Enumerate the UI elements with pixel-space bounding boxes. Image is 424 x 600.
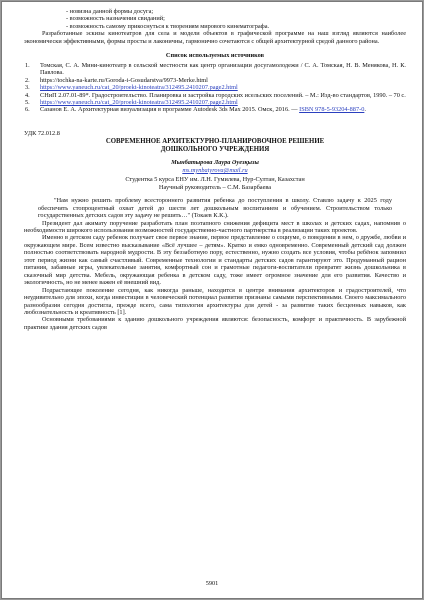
reference-item xyxy=(24,84,406,91)
reference-number: 4. xyxy=(25,91,30,99)
content-column xyxy=(24,8,406,331)
reference-item xyxy=(24,77,406,84)
body-paragraph: Подрастающее поколение сегодня, как никогда раньше, находится в центре внимания архитекторов и градостроителей, что неудивительно для эпохи, когда инвестиции в человеческий потенциал развития признаны самыми перспективными. Своего максимального разнообразия сегодня достигла, прежде всего, сама типология архитектуры для детей - за развитие таких бесценных навыков, как любознательность и креативность [1]. xyxy=(24,286,406,316)
references-list xyxy=(24,62,406,114)
udk-code: УДК 72.012.8 xyxy=(24,129,60,137)
article-title xyxy=(24,138,406,154)
author-name: Мынбатырова Лаура Әуезқызы xyxy=(171,159,259,167)
reference-number: 6. xyxy=(25,106,30,114)
reference-item xyxy=(24,106,406,113)
reference-number: 1. xyxy=(25,61,30,69)
author-email[interactable]: ms.mynbatyrova@mail.ru xyxy=(182,166,248,174)
references-heading: Список используемых источников xyxy=(165,52,265,60)
epigraph-quote: "Нам нужно решить проблему всестороннего развития ребенка до поступления в школу. Ставлю задачу к 2025 году обеспечить стопроцентный охват детей до шести лет дошкольным воспитанием и обучением. Строительством только государственных детских садов эту задачу не решить…" (Токаев К.К.). xyxy=(38,197,392,220)
intro-bullet: - возможность назначения свиданий; xyxy=(66,15,165,23)
reference-text: https://tochka-na-karte.ru/Goroda-i-Gosudarstva/9973-Merke.html xyxy=(40,76,208,84)
intro-paragraph: Разработанные эскизы кинотеатров для села и модели объектов в графической программе на наш взгляд являются наиболее экономически эффективными, формы просты и лаконичны, гармонично сочетаются с общей архитектурной средой данного района. xyxy=(24,30,406,45)
reference-number: 5. xyxy=(25,98,30,106)
reference-text: СНиП 2.07.01-89*. Градостроительство. Планировка и застройка городских исельских поселений. – М.: Изд-во стандартов, 1990. – 70 с. xyxy=(40,91,406,99)
supervisor: Научный руководитель – С.М. Базарбаева xyxy=(158,183,272,191)
reference-item xyxy=(24,62,406,77)
isbn-link[interactable]: ISBN 978-5-93204-887-0 xyxy=(299,106,365,114)
reference-link[interactable]: https://www.yaneuch.ru/cat_20/proekt-kinoteatra/312495.2410207.page2.html xyxy=(40,98,238,106)
intro-bullet: - новизна данной формы досуга; xyxy=(66,8,154,15)
body-paragraph: Именно в детском саду ребенок получает свое первое знание, первое представление о социуме, о поведении в нем, о дружбе, любви и окружающем мире. Всем известно высказывание «Всё лучшее – детям». Кратко и емко одновременно. Современный детский сад должен полностью соответствовать народной мудрости. В эту беззаботную пору, естественно, нужно создать все условия, чтобы ребёнок запомнил этот период жизни как самый счастливый. Современные технологии и стандарты детских садов гарантируют это. Продуманный рацион питания, забавные игры, увлекательные занятия, комфортный сон и грамотные педагоги-воспитатели превратят жизнь дошкольника в сказочный мир детства. Мебель, окружающая ребенка в детском саду, тоже имеет огромное значение для его развития. Качество и экологичность, но не менее важен её внешний вид. xyxy=(24,234,406,287)
body-paragraph: Основными требованиями к зданию дошкольного учреждения являются: безопасность, комфорт и практичность. В зарубежной практике здания детских садов xyxy=(24,316,406,331)
body-paragraph: Президент дал акимату поручение разработать план поэтапного снижения дефицита мест в школах и детских садах, напомнив о необходимости широкого использования возможностей государственно-частного партнерства в реализации таких проектов. xyxy=(24,219,406,234)
reference-text: Сазанов Е. А. Архитектурная визуализация в программе Autodesk 3ds Max 2015. Омск, 2016. — xyxy=(40,106,300,114)
article-title-line: СОВРЕМЕННОЕ АРХИТЕКТУРНО-ПЛАНИРОВОЧНОЕ РЕШЕНИЕ xyxy=(105,138,325,146)
reference-text: Томская, С. А. Мини-кинотеатр в сельской местности как центр организации досугамолодежи / С. А. Томская, Н. В. Менякова, Н. К. Павлова. xyxy=(40,61,406,77)
reference-item xyxy=(24,99,406,106)
intro-bullet: - возможность самому прикоснуться к творениям мирового кинематографа. xyxy=(66,22,270,30)
reference-number: 2. xyxy=(25,76,30,84)
page-number: 5901 xyxy=(205,580,219,587)
author-affiliation: Студентка 5 курса ЕНУ им. Л.Н. Гумилева, Нур-Султан, Казахстан xyxy=(125,176,305,184)
reference-tail: . xyxy=(364,106,366,114)
reference-link[interactable]: https://www.yaneuch.ru/cat_20/proekt-kinoteatra/312495.2410207.page2.html xyxy=(40,84,238,92)
reference-number: 3. xyxy=(25,84,30,92)
document-page xyxy=(1,1,423,599)
reference-item xyxy=(24,92,406,99)
article-title-line: ДОШКОЛЬНОГО УЧРЕЖДЕНИЯ xyxy=(160,146,270,154)
